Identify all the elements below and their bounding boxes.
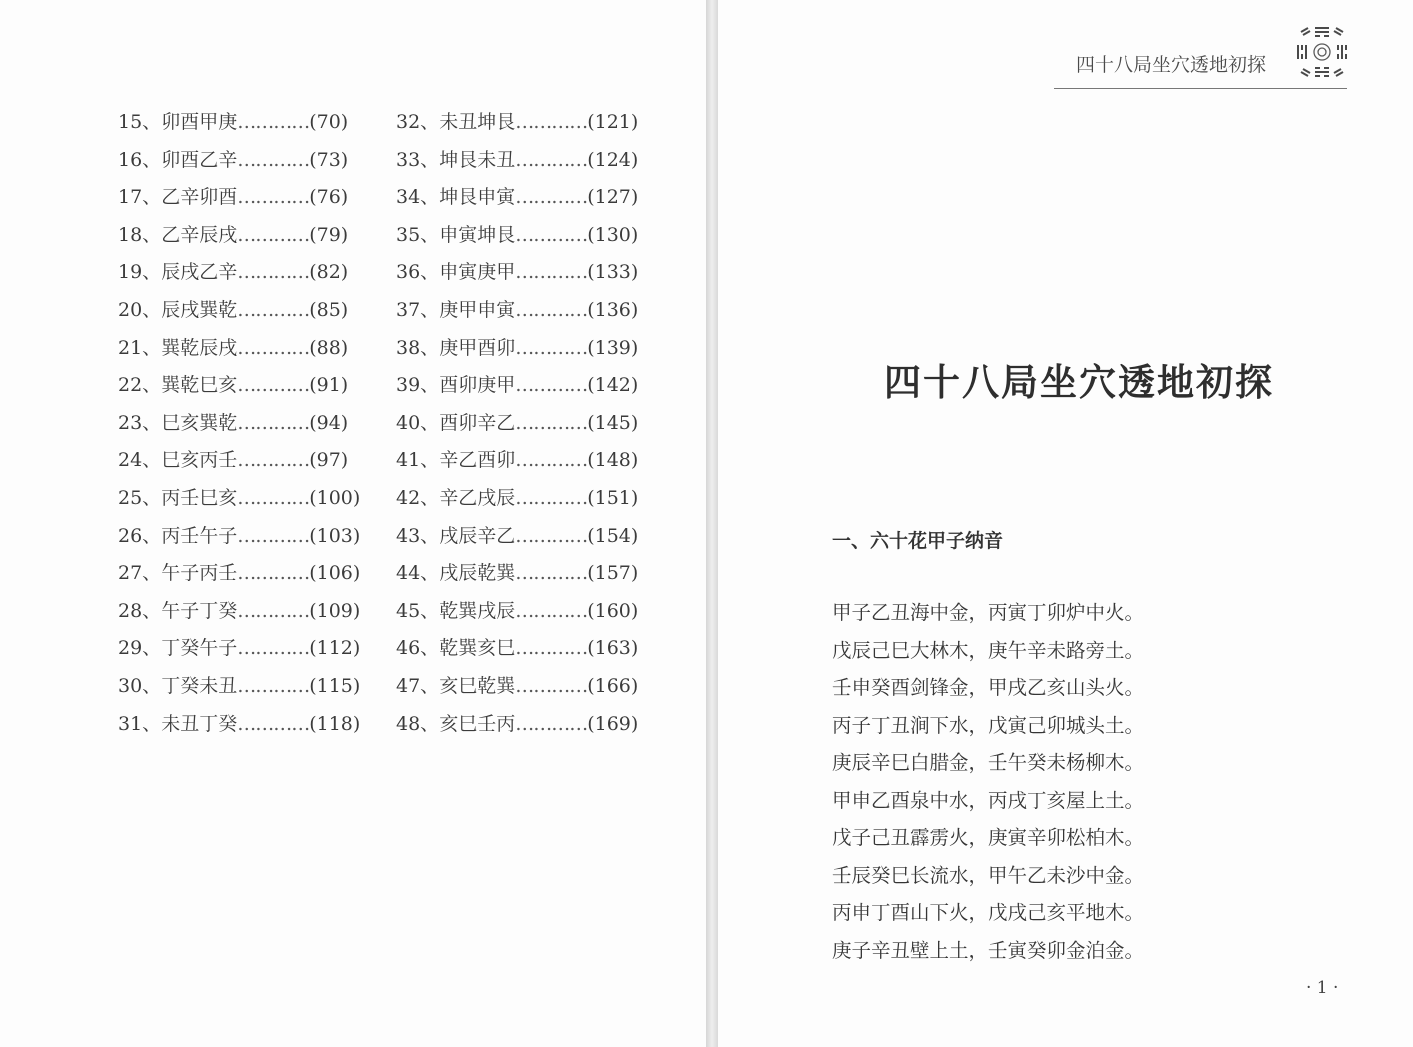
toc-num: 36、 [396,261,440,284]
toc-page: (79) [309,223,349,246]
toc-dots: ………… [515,562,588,585]
toc-entry [396,706,638,744]
toc-page: (139) [587,336,639,359]
toc-page: (142) [587,374,639,397]
toc-title: 未丑丁癸 [161,712,238,735]
toc-dots: ………… [237,562,310,585]
toc-num: 31、 [118,712,162,735]
toc-num: 42、 [396,486,440,509]
toc-entry [118,217,360,255]
toc-num: 30、 [118,674,162,697]
toc-entry [396,405,638,443]
toc-entry [118,292,360,330]
toc-title: 未丑坤艮 [439,111,516,133]
toc-title: 乙辛辰戌 [161,223,238,246]
toc-title: 坤艮申寅 [439,186,516,209]
toc-title: 辛乙酉卯 [439,449,516,472]
toc-num: 21、 [118,336,162,359]
toc-title: 坤艮未丑 [439,148,516,171]
toc-num: 39、 [396,374,440,397]
toc-entry [396,668,638,706]
toc-dots: ………… [515,223,588,246]
page-number: · 1 · [1306,978,1339,998]
toc-entry [118,630,360,668]
toc-num: 44、 [396,562,440,585]
verse-line: 甲子乙丑海中金，丙寅丁卯炉中火。 [832,601,1145,624]
toc-entry [396,555,638,593]
verse-line: 戊辰己巳大林木，庚午辛未路旁土。 [832,638,1145,662]
toc-dots: ………… [237,298,310,321]
toc-page: (166) [587,674,639,697]
toc-page: (85) [309,298,349,321]
toc-dots: ………… [515,524,588,547]
toc-title: 巽乾辰戌 [161,336,238,359]
toc-page: (82) [309,261,349,284]
toc-page: (94) [309,411,349,434]
verse-line: 庚辰辛巳白腊金，壬午癸未杨柳木。 [832,751,1145,774]
toc-page: (100) [309,486,361,509]
toc-dots: ………… [515,449,588,472]
toc-num: 18、 [118,223,162,246]
toc-page: (106) [309,562,361,585]
toc-page: (88) [309,336,349,359]
toc-dots: ………… [237,336,310,359]
verse-line: 丙子丁丑涧下水，戊寅己卯城头土。 [832,713,1145,737]
toc-column-1 [118,104,360,743]
toc-dots: ………… [237,374,310,397]
toc-dots: ………… [237,712,310,735]
toc-entry [118,330,360,368]
verse-line: 甲申乙酉泉中水，丙戌丁亥屋上土。 [832,788,1145,812]
verse-block [832,594,1144,969]
toc-title: 午子丙壬 [161,562,238,585]
verse-line: 庚子辛丑壁上土，壬寅癸卯金泊金。 [832,938,1145,962]
toc-dots: ………… [237,411,310,434]
toc-title: 酉卯庚甲 [439,374,516,397]
toc-title: 辰戌巽乾 [161,298,238,321]
toc-dots: ………… [237,449,310,472]
toc-num: 24、 [118,449,162,472]
toc-num: 33、 [396,148,440,171]
verse-line: 壬申癸酉剑锋金，甲戌乙亥山头火。 [832,676,1145,699]
toc-entry [396,518,638,556]
toc-title: 亥巳壬丙 [439,712,516,735]
toc-title: 辰戌乙辛 [161,261,238,284]
toc-num: 46、 [396,637,440,660]
chapter-title: 四十八局坐穴透地初探 [884,360,1274,404]
toc-title: 戌辰辛乙 [439,524,516,547]
toc-dots: ………… [515,411,588,434]
toc-dots: ………… [515,674,588,697]
toc-title: 巳亥巽乾 [161,411,238,434]
toc-entry [118,518,360,556]
toc-page: (127) [587,186,639,209]
toc-entry [118,367,360,405]
toc-title: 戌辰乾巽 [439,562,516,585]
toc-page: (76) [309,186,349,209]
toc-title: 申寅庚甲 [439,261,516,284]
toc-title: 乾巽亥巳 [439,637,516,660]
toc-num: 15、 [118,111,162,133]
toc-page: (124) [587,148,639,171]
toc-entry [396,104,638,142]
toc-page: (154) [587,524,639,547]
toc-title: 庚甲申寅 [439,298,516,321]
toc-page: (91) [309,374,349,397]
toc-page: (73) [309,148,349,171]
toc-num: 48、 [396,712,440,735]
toc-dots: ………… [515,298,588,321]
toc-page: (109) [309,599,361,622]
toc-num: 34、 [396,186,440,209]
toc-column-2 [396,104,638,743]
toc-num: 45、 [396,599,440,622]
toc-title: 辛乙戌辰 [439,486,516,509]
toc-page: (115) [309,674,361,697]
toc-title: 巽乾巳亥 [161,374,238,397]
toc-dots: ………… [515,261,588,284]
toc-page: (151) [587,486,639,509]
toc-dots: ………… [237,524,310,547]
toc-dots: ………… [515,599,588,622]
toc-title: 亥巳乾巽 [439,674,516,697]
left-page [0,0,706,1047]
toc-entry [396,254,638,292]
toc-num: 29、 [118,637,162,660]
toc-dots: ………… [515,712,588,735]
section-heading: 一、六十花甲子纳音 [832,530,1004,552]
toc-dots: ………… [237,148,310,171]
toc-title: 卯酉乙辛 [161,148,238,171]
toc-num: 27、 [118,562,162,585]
toc-dots: ………… [515,336,588,359]
toc-page: (130) [587,223,639,246]
toc-num: 32、 [396,111,440,133]
toc-title: 庚甲酉卯 [439,336,516,359]
toc-page: (163) [587,637,639,660]
toc-dots: ………… [237,261,310,284]
toc-num: 38、 [396,336,440,359]
toc-entry [396,142,638,180]
toc-title: 丙壬巳亥 [161,486,238,509]
toc-entry [396,330,638,368]
toc-num: 25、 [118,486,162,509]
toc-entry [118,706,360,744]
toc-title: 乾巽戌辰 [439,599,516,622]
toc-entry [396,480,638,518]
toc-page: (103) [309,524,361,547]
toc-page: (70) [309,111,349,133]
toc-page: (118) [309,712,361,735]
toc-entry [396,367,638,405]
toc-dots: ………… [515,637,588,660]
book-gutter [706,0,718,1047]
toc-title: 巳亥丙壬 [161,449,238,472]
toc-title: 丁癸午子 [161,637,238,660]
toc-page: (136) [587,298,639,321]
toc-dots: ………… [515,148,588,171]
toc-dots: ………… [515,374,588,397]
toc-num: 28、 [118,599,162,622]
toc-entry [118,179,360,217]
toc-num: 19、 [118,261,162,284]
toc-page: (157) [587,562,639,585]
toc-page: (145) [587,411,639,434]
toc-dots: ………… [515,486,588,509]
toc-num: 40、 [396,411,440,434]
toc-num: 23、 [118,411,162,434]
toc-entry [118,442,360,480]
verse-line: 壬辰癸巳长流水，甲午乙未沙中金。 [832,863,1145,887]
toc-title: 申寅坤艮 [439,223,516,246]
toc-title: 丁癸未丑 [161,674,238,697]
toc-entry [118,405,360,443]
toc-num: 20、 [118,298,162,321]
toc-num: 17、 [118,186,162,209]
toc-entry [396,292,638,330]
toc-page: (148) [587,449,639,472]
toc-dots: ………… [237,674,310,697]
toc-dots: ………… [237,637,310,660]
toc-entry [118,480,360,518]
header-rule [1054,88,1347,89]
toc-entry [396,630,638,668]
toc-entry [396,442,638,480]
toc-num: 41、 [396,449,440,472]
toc-page: (112) [309,637,361,660]
toc-title: 午子丁癸 [161,599,238,622]
toc-num: 26、 [118,524,162,547]
verse-line: 丙申丁酉山下火，戊戌己亥平地木。 [832,901,1145,924]
verse-line: 戊子己丑霹雳火，庚寅辛卯松柏木。 [832,826,1145,849]
toc-dots: ………… [237,599,310,622]
toc-entry [118,104,360,142]
toc-entry [396,593,638,631]
toc-page: (133) [587,261,639,284]
toc-num: 22、 [118,374,162,397]
running-head: 四十八局坐穴透地初探 [1076,54,1267,76]
toc-dots: ………… [515,111,588,133]
toc-num: 37、 [396,298,440,321]
toc-num: 47、 [396,674,440,697]
toc-entry [118,668,360,706]
toc-dots: ………… [237,223,310,246]
toc-dots: ………… [237,486,310,509]
toc-dots: ………… [237,186,310,209]
toc-entry [396,179,638,217]
toc-dots: ………… [237,111,310,133]
toc-title: 乙辛卯酉 [161,186,238,209]
bagua-icon [1294,22,1350,82]
toc-dots: ………… [515,186,588,209]
toc-entry [118,254,360,292]
toc-page: (160) [587,599,639,622]
toc-title: 丙壬午子 [161,524,238,547]
toc-page: (169) [587,712,639,735]
toc-entry [118,555,360,593]
toc-entry [118,142,360,180]
toc-num: 16、 [118,148,162,171]
toc-title: 卯酉甲庚 [161,111,238,133]
toc-title: 酉卯辛乙 [439,411,516,434]
toc-entry [118,593,360,631]
toc-page: (121) [587,111,639,133]
toc-page: (97) [309,449,349,472]
toc-entry [396,217,638,255]
toc-num: 35、 [396,223,440,246]
toc-num: 43、 [396,524,440,547]
